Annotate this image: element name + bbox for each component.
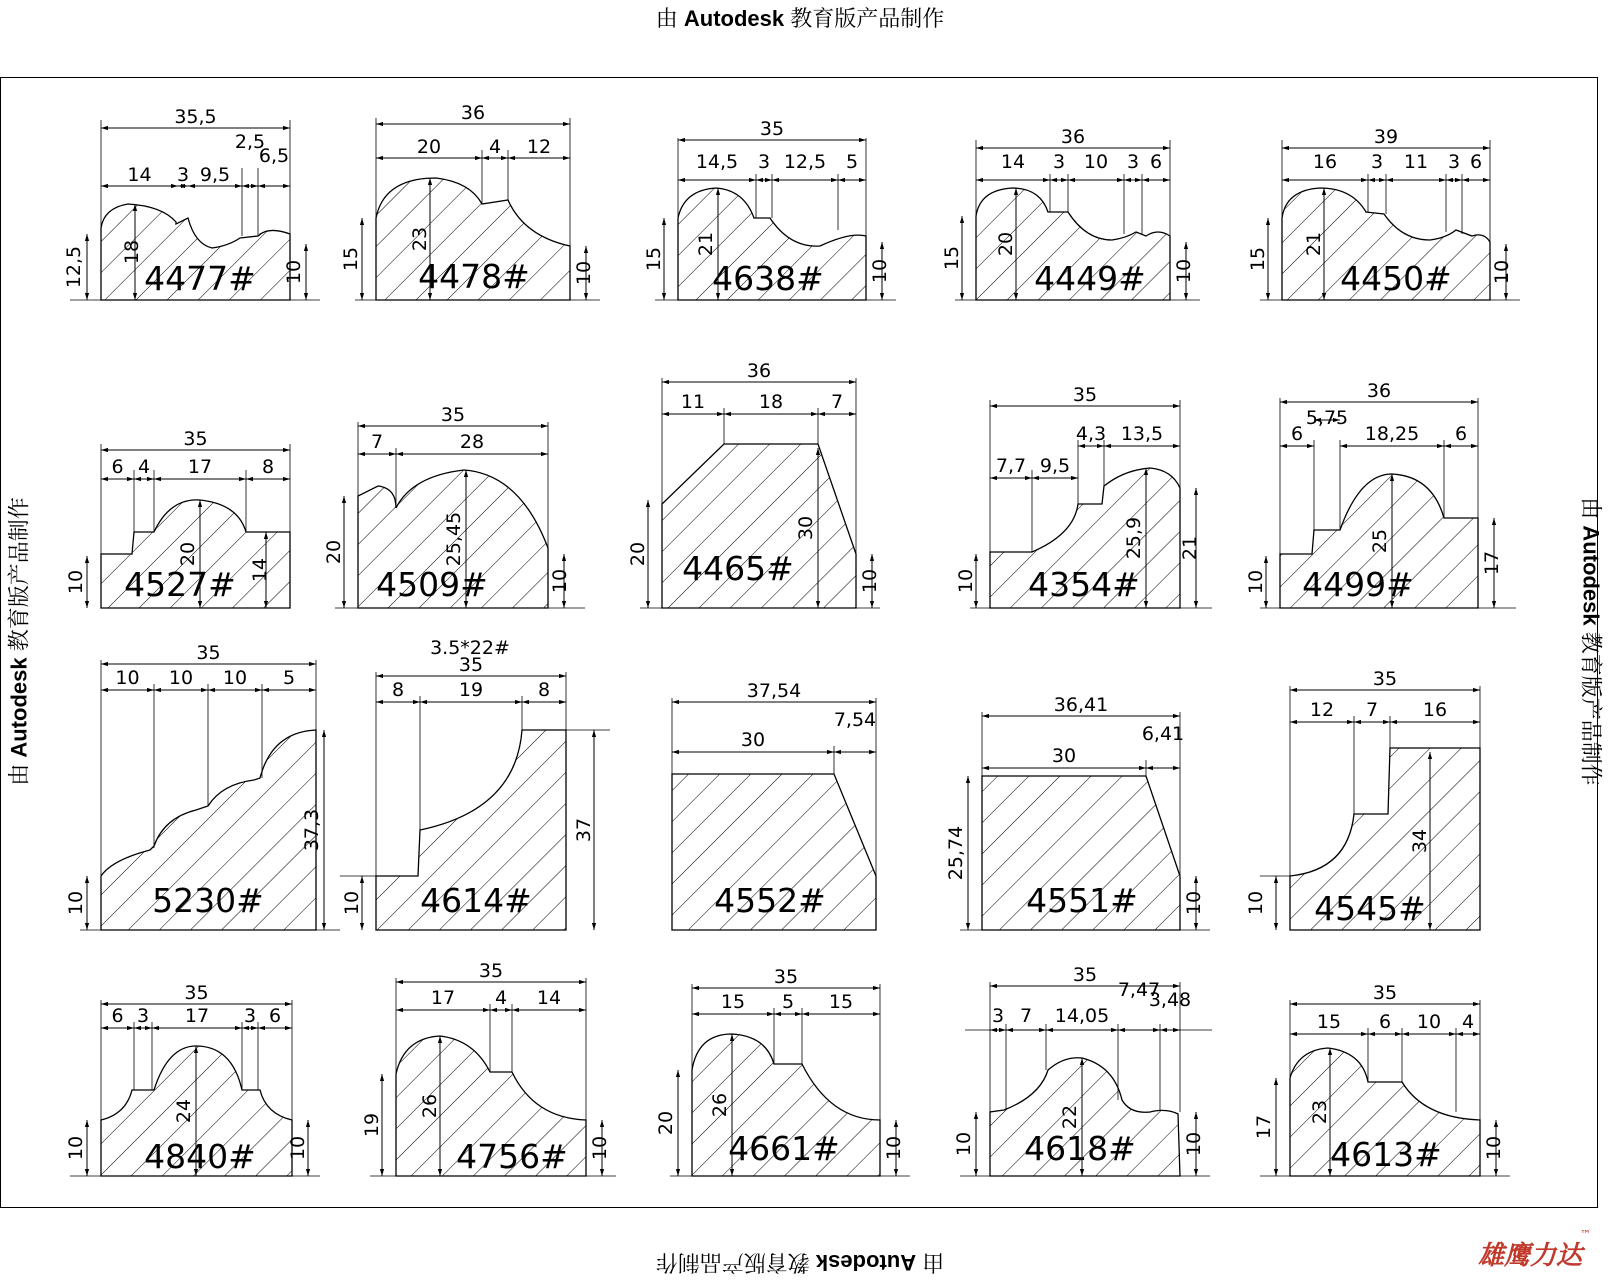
dimension-label: 35 (478, 960, 504, 982)
dimension-label: 6 (1469, 151, 1483, 173)
dimension-label: 10 (287, 1135, 309, 1161)
dimension-label: 10 (1245, 569, 1267, 595)
dimension-label: 26 (709, 1092, 731, 1118)
dimension-label: 3 (1126, 151, 1140, 173)
dimension-label: 23 (409, 226, 431, 252)
dimension-label: 10 (65, 569, 87, 595)
dimension-label: 10 (573, 260, 595, 286)
dimension-label: 4 (494, 987, 508, 1009)
dimension-label: 10 (1416, 1011, 1442, 1033)
dimension-label: 16 (1422, 699, 1448, 721)
profile-note: 3.5*22# (430, 637, 510, 659)
dimension-label: 8 (537, 679, 551, 701)
dimension-label: 3 (1447, 151, 1461, 173)
watermark-brand: Autodesk (1578, 525, 1604, 626)
profile-code: 5230# (152, 881, 264, 920)
dimension-label: 4,3 (1075, 423, 1107, 445)
dimension-label: 24 (173, 1098, 195, 1124)
dimension-label: 25,9 (1123, 516, 1145, 560)
dimension-label: 13,5 (1120, 423, 1164, 445)
dimension-label: 37,3 (301, 808, 323, 852)
dimension-label: 10 (1483, 1135, 1505, 1161)
dimension-label: 3 (1370, 151, 1384, 173)
dimension-label: 11 (680, 391, 706, 413)
profile-code: 4545# (1314, 889, 1426, 928)
dimension-label: 3 (243, 1005, 257, 1027)
dimension-label: 25,74 (945, 825, 967, 881)
dimension-label: 6,41 (1141, 723, 1185, 745)
dimension-label: 20 (655, 1110, 677, 1136)
dimension-label: 10 (65, 890, 87, 916)
dimension-label: 37,54 (746, 680, 802, 702)
dimension-label: 18,25 (1364, 423, 1420, 445)
dimension-label: 35 (184, 982, 209, 1004)
dimension-label: 10 (1173, 258, 1195, 284)
logo-text: 雄鹰力达 (1478, 1241, 1583, 1271)
watermark-prefix: 由 (916, 1250, 945, 1275)
dimension-label: 9,5 (199, 164, 231, 186)
profile-code: 4552# (714, 881, 826, 920)
dimension-label: 6,5 (258, 145, 290, 167)
dimension-label: 15 (1316, 1011, 1342, 1033)
dimension-label: 3 (757, 151, 771, 173)
dimension-label: 3 (1052, 151, 1066, 173)
dimension-label: 7,47 (1117, 979, 1161, 1001)
dimension-label: 10 (65, 1135, 87, 1161)
dimension-label: 20 (995, 231, 1017, 257)
dimension-label: 35 (458, 654, 484, 676)
dimension-label: 6 (1149, 151, 1163, 173)
profile-code: 4840# (144, 1137, 256, 1176)
dimension-label: 10 (283, 259, 305, 285)
dimension-label: 19 (458, 679, 484, 701)
dimension-label: 3 (991, 1005, 1005, 1027)
dimension-label: 22 (1059, 1104, 1081, 1130)
dimension-label: 28 (459, 431, 485, 453)
dimension-label: 7 (370, 431, 384, 453)
profile-code: 4638# (712, 259, 824, 298)
dimension-label: 26 (419, 1093, 441, 1119)
dimension-label: 14,05 (1054, 1005, 1110, 1027)
profile-code: 4449# (1034, 259, 1146, 298)
dimension-label: 15 (643, 246, 665, 272)
dimension-label: 10 (589, 1135, 611, 1161)
dimension-label: 18 (121, 239, 143, 265)
dimension-label: 10 (1083, 151, 1109, 173)
profile-code: 4527# (124, 565, 236, 604)
dimension-label: 37 (573, 817, 595, 843)
dimension-label: 20 (416, 136, 442, 158)
profile-code: 4661# (728, 1129, 840, 1168)
dimension-label: 5 (781, 991, 795, 1013)
profile-code: 4509# (376, 565, 488, 604)
dimension-label: 34 (1409, 828, 1431, 854)
dimension-label: 6 (268, 1005, 282, 1027)
dimension-label: 5 (282, 667, 296, 689)
profile-code: 4465# (682, 549, 794, 588)
dimension-label: 35 (1372, 668, 1398, 690)
dimension-label: 6 (111, 1005, 124, 1027)
watermark-prefix: 由 (1578, 497, 1604, 526)
dimension-label: 14,5 (695, 151, 739, 173)
dimension-label: 6 (111, 456, 124, 478)
dimension-label: 35 (1072, 384, 1098, 406)
watermark-suffix: 教育版产品制作 (655, 1250, 816, 1275)
dimension-label: 3,48 (1148, 989, 1192, 1011)
dimension-label: 7,54 (833, 709, 877, 731)
dimension-label: 20 (627, 541, 649, 567)
dimension-label: 10 (1183, 1131, 1205, 1157)
dimension-label: 12,5 (63, 245, 85, 289)
dimension-label: 10 (1491, 259, 1513, 285)
dimension-label: 2,5 (234, 131, 266, 153)
dimension-label: 4 (1461, 1011, 1475, 1033)
dimension-label: 20 (177, 541, 199, 567)
dimension-label: 10 (549, 568, 571, 594)
profile-code: 4450# (1340, 259, 1452, 298)
profile-code: 4614# (420, 881, 532, 920)
dimension-label: 6 (1378, 1011, 1392, 1033)
watermark-brand: Autodesk (6, 657, 32, 758)
watermark-suffix: 教育版产品制作 (784, 6, 945, 31)
watermark-prefix: 由 (6, 757, 32, 786)
watermark-brand: Autodesk (683, 6, 785, 31)
dimension-label: 11 (1403, 151, 1429, 173)
dimension-label: 35,5 (174, 106, 217, 128)
dimension-label: 17 (184, 1005, 210, 1027)
dimension-label: 14 (536, 987, 562, 1009)
profile-code: 4477# (144, 259, 256, 298)
dimension-label: 15 (941, 245, 963, 271)
dimension-label: 12 (526, 136, 552, 158)
brand-logo (1476, 1224, 1596, 1276)
dimension-label: 36,41 (1053, 694, 1109, 716)
dimension-label: 35 (196, 642, 221, 664)
dimension-label: 6 (1454, 423, 1468, 445)
watermark-brand: Autodesk (815, 1250, 917, 1275)
dimension-label: 21 (695, 231, 717, 257)
dimension-label: 15 (1247, 246, 1269, 272)
dimension-label: 7 (1365, 699, 1379, 721)
watermark-suffix: 教育版产品制作 (6, 497, 32, 658)
dimension-label: 5,75 (1305, 407, 1349, 429)
dimension-label: 10 (883, 1135, 905, 1161)
dimension-label: 36 (1366, 380, 1392, 402)
dimension-label: 7 (830, 391, 844, 413)
profile-code: 4618# (1024, 1129, 1136, 1168)
dimension-label: 36 (1060, 126, 1086, 148)
dimension-label: 6 (1290, 423, 1304, 445)
profile-code: 4354# (1028, 565, 1140, 604)
profile-code: 4613# (1330, 1135, 1442, 1174)
profile-code: 4756# (456, 1137, 568, 1176)
dimension-label: 7 (1019, 1005, 1033, 1027)
dimension-label: 25,45 (443, 511, 465, 567)
dimension-label: 10 (222, 667, 248, 689)
dimension-label: 30 (1051, 745, 1077, 767)
dimension-label: 10 (955, 568, 977, 594)
dimension-label: 17 (1253, 1114, 1275, 1140)
dimension-label: 25 (1369, 528, 1391, 554)
dimension-label: 20 (323, 539, 345, 565)
dimension-label: 3 (136, 1005, 150, 1027)
brand-logo-mark (1476, 1224, 1596, 1276)
dimension-label: 17 (1481, 550, 1503, 576)
watermark-suffix: 教育版产品制作 (1578, 625, 1604, 786)
dimension-label: 4 (488, 136, 502, 158)
dimension-label: 14 (1000, 151, 1026, 173)
dimension-label: 17 (187, 456, 213, 478)
dimension-label: 10 (341, 890, 363, 916)
dimension-label: 35 (440, 404, 466, 426)
dimension-label: 10 (953, 1131, 975, 1157)
dimension-label: 15 (720, 991, 746, 1013)
dimension-label: 12,5 (783, 151, 827, 173)
dimension-label: 35 (1072, 964, 1098, 986)
dimension-label: 12 (1309, 699, 1335, 721)
dimension-label: 15 (340, 246, 362, 272)
watermark-prefix: 由 (655, 6, 684, 31)
dimension-label: 30 (740, 729, 766, 751)
dimension-label: 10 (168, 667, 194, 689)
dimension-label: 18 (758, 391, 784, 413)
dimension-label: 8 (261, 456, 275, 478)
dimension-label: 35 (1372, 982, 1398, 1004)
dimension-label: 10 (859, 568, 881, 594)
logo-tm: ™ (1580, 1228, 1591, 1241)
profile-code: 4499# (1302, 565, 1414, 604)
dimension-label: 14 (127, 164, 152, 186)
profile-code: 4551# (1026, 881, 1138, 920)
dimension-label: 10 (115, 667, 140, 689)
dimension-label: 35 (773, 966, 799, 988)
dimension-label: 5 (845, 151, 859, 173)
dimension-label: 10 (1245, 890, 1267, 916)
dimension-label: 36 (746, 360, 772, 382)
dimension-label: 15 (828, 991, 854, 1013)
dimension-label: 8 (391, 679, 405, 701)
dimension-label: 39 (1373, 126, 1399, 148)
dimension-label: 9,5 (1039, 455, 1071, 477)
dimension-label: 35 (759, 118, 785, 140)
dimension-label: 30 (795, 515, 817, 541)
dimension-label: 35 (183, 428, 208, 450)
dimension-label: 10 (1183, 890, 1205, 916)
dimension-label: 14 (249, 557, 271, 583)
dimension-label: 19 (361, 1112, 383, 1138)
dimension-label: 21 (1179, 535, 1201, 561)
dimension-label: 36 (460, 102, 486, 124)
dimension-label: 4 (137, 456, 151, 478)
dimension-label: 21 (1303, 231, 1325, 257)
dimension-label: 3 (176, 164, 190, 186)
dimension-label: 16 (1312, 151, 1338, 173)
dimension-label: 17 (430, 987, 456, 1009)
profile-code: 4478# (418, 257, 530, 296)
dimension-label: 10 (869, 258, 891, 284)
dimension-label: 7,7 (995, 455, 1027, 477)
dimension-label: 23 (1309, 1099, 1331, 1125)
